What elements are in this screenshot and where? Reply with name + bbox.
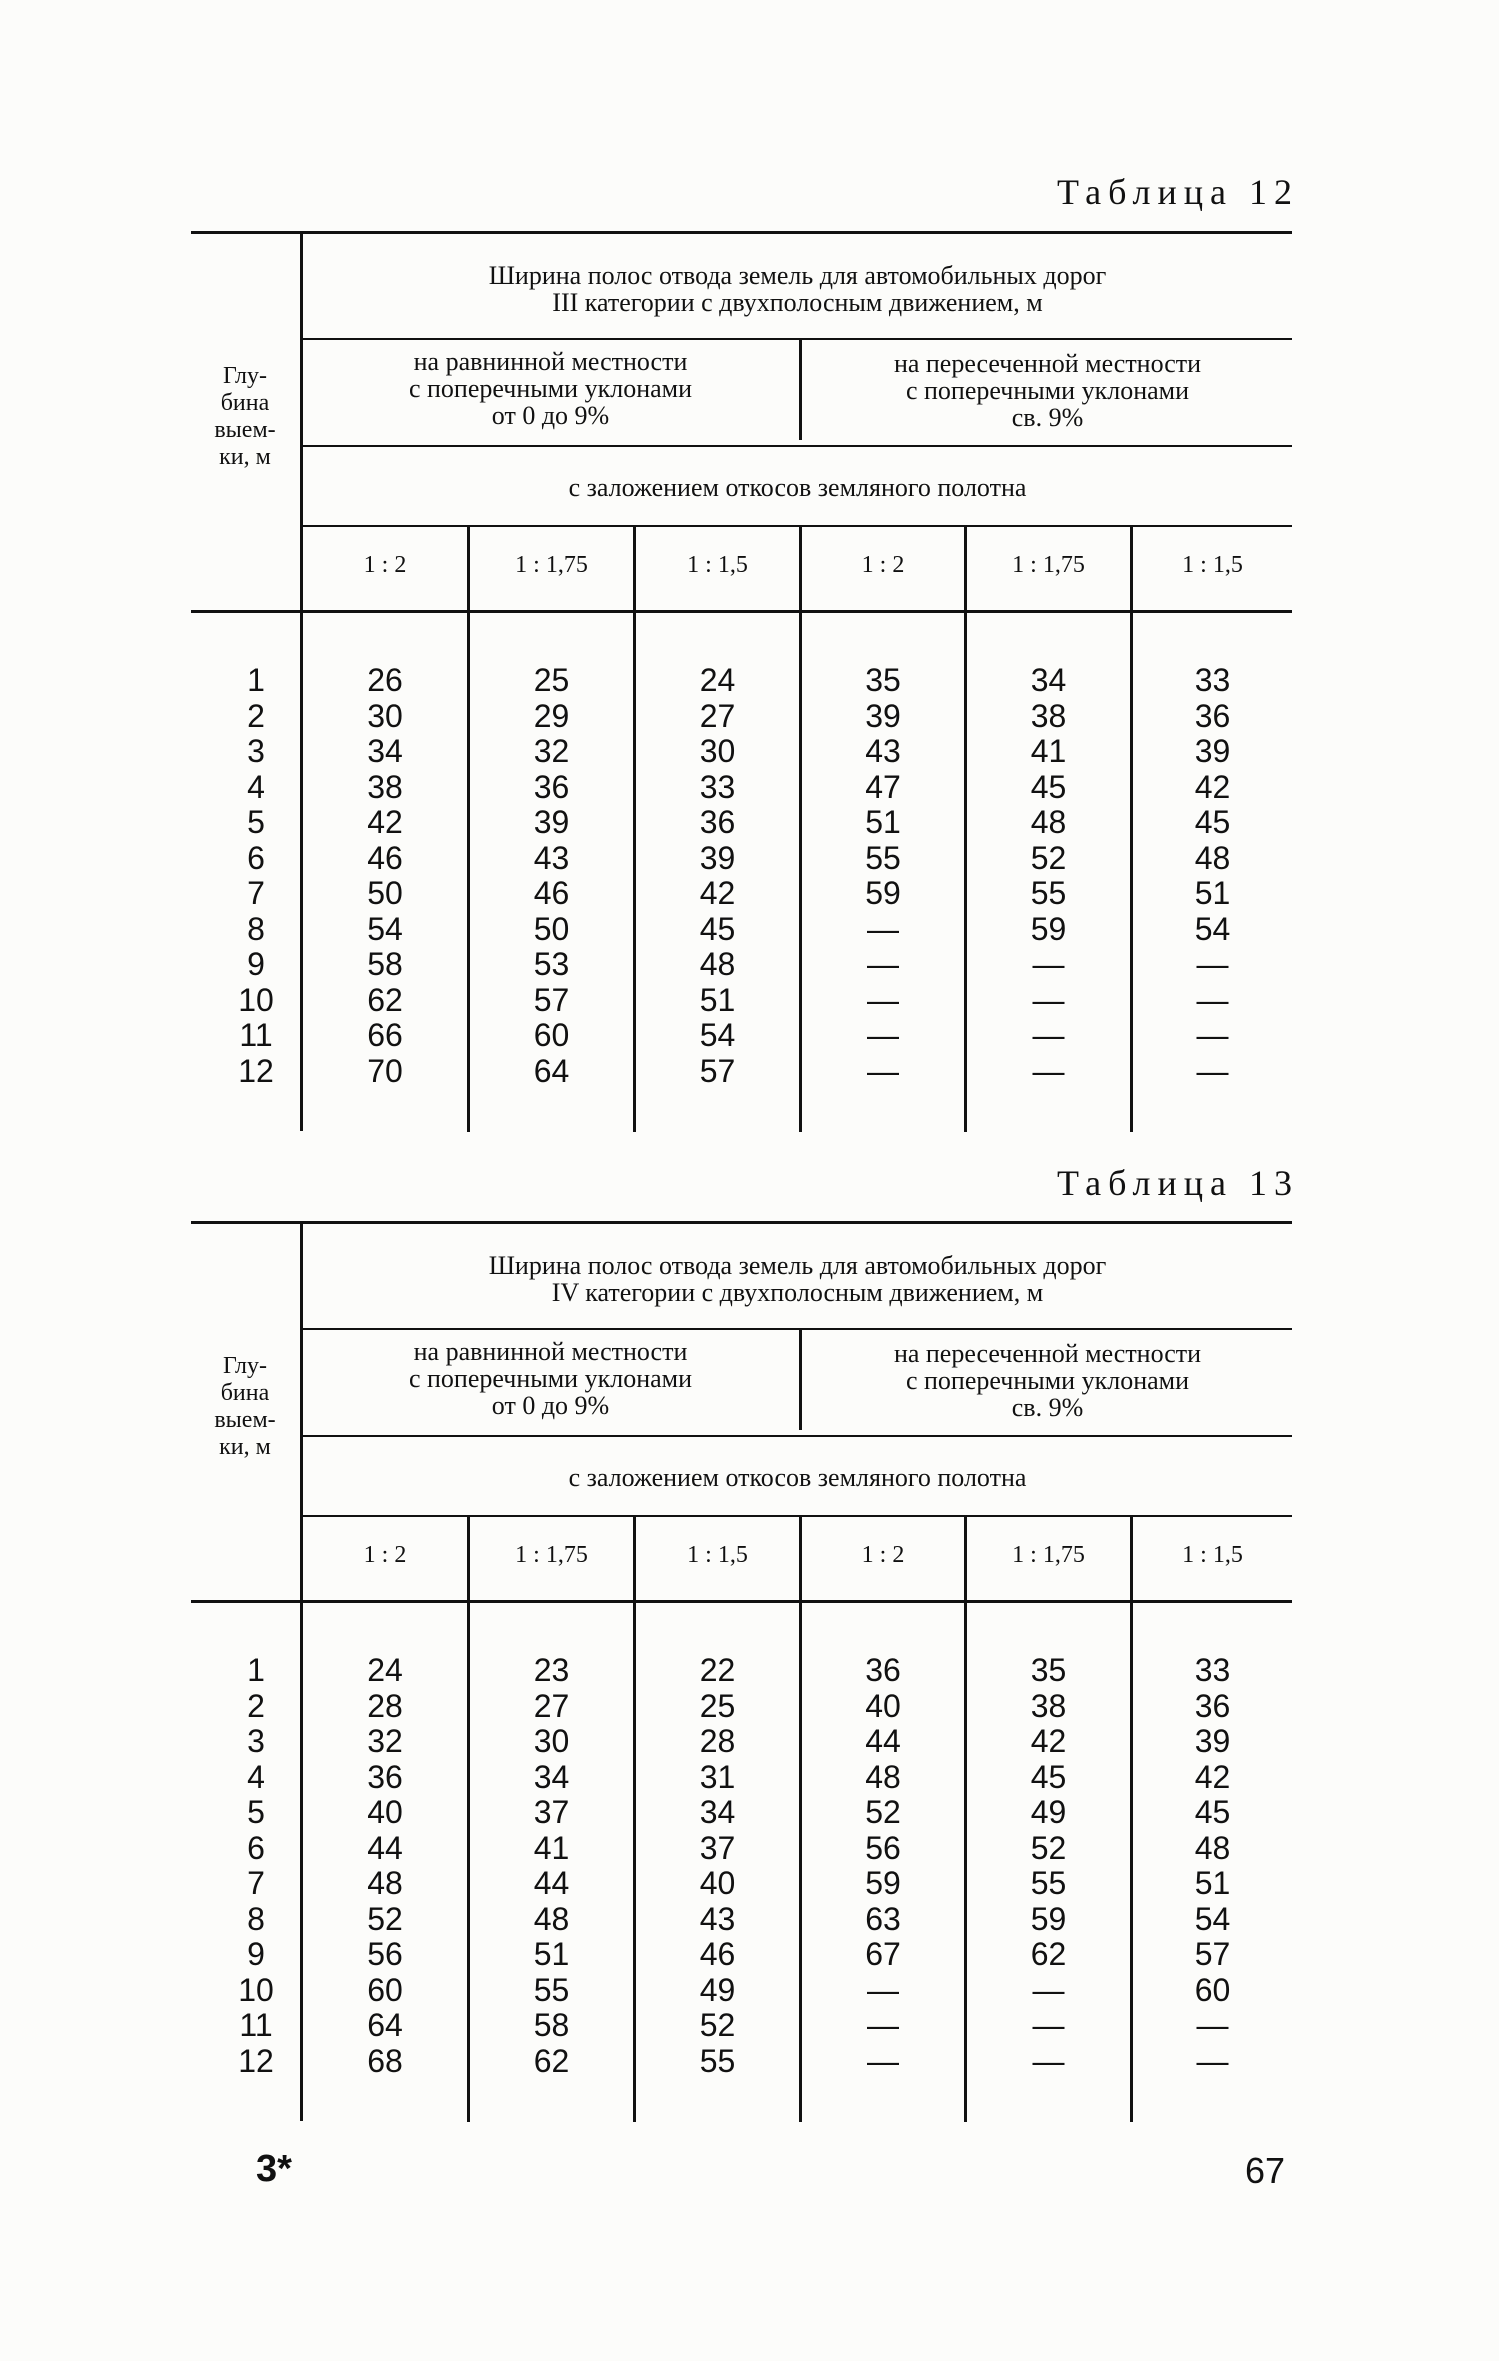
table-cell: 4 bbox=[247, 768, 265, 805]
ratio-header-2: 1 : 1,75 bbox=[515, 1542, 588, 1568]
table-cell: 29 bbox=[533, 697, 570, 734]
table-cell: 42 bbox=[699, 875, 736, 911]
table-cell: 48 bbox=[699, 946, 736, 982]
table-cell: 42 bbox=[1030, 1723, 1067, 1759]
table-cell: — bbox=[867, 2007, 899, 2043]
table-cell: 41 bbox=[1030, 733, 1067, 769]
table-cell: 59 bbox=[1030, 1900, 1067, 1937]
table-cell: 55 bbox=[1030, 875, 1067, 911]
terrain-rule bbox=[303, 445, 1292, 447]
table-cell: 34 bbox=[699, 1794, 736, 1830]
table-cell: 49 bbox=[1030, 1794, 1067, 1830]
table-cell: 41 bbox=[533, 1829, 570, 1866]
table-cell: 27 bbox=[533, 1687, 570, 1724]
table-cell: 44 bbox=[533, 1865, 570, 1901]
table-cell: — bbox=[1032, 1017, 1065, 1053]
table-cell: 57 bbox=[533, 981, 570, 1018]
terrain-flat-header: на равнинной местности с поперечными уклонами от 0 до 9% bbox=[408, 1337, 693, 1420]
table-cell: 3 bbox=[247, 1723, 265, 1759]
table-cell: — bbox=[867, 1971, 899, 2008]
table-cell: 9 bbox=[247, 946, 265, 982]
data-column-5 bbox=[967, 1653, 1130, 2079]
header-rule bbox=[303, 1328, 1292, 1330]
table-cell: 64 bbox=[533, 1052, 570, 1089]
table-cell: 50 bbox=[533, 910, 570, 947]
terrain-rough-header: на пересеченной местности с поперечными уклонами св. 9% bbox=[893, 1339, 1202, 1422]
table-cell: — bbox=[1032, 1052, 1065, 1089]
table-cell: 38 bbox=[1030, 1687, 1067, 1724]
table-cell: 52 bbox=[699, 2007, 736, 2043]
table-cell: — bbox=[867, 946, 899, 982]
data-column-3 bbox=[636, 1653, 799, 2079]
table-cell: 22 bbox=[699, 1652, 736, 1688]
header-rule bbox=[303, 338, 1292, 340]
page-number: 67 bbox=[1245, 2150, 1286, 2191]
table-cell: 24 bbox=[367, 1652, 403, 1688]
table-cell: 39 bbox=[1194, 733, 1231, 769]
table-12-caption: Таблица 12 bbox=[1057, 172, 1299, 212]
table-cell: 55 bbox=[699, 2042, 736, 2079]
table-cell: 28 bbox=[367, 1687, 403, 1724]
table-cell: 37 bbox=[699, 1829, 736, 1866]
table-cell: 62 bbox=[533, 2042, 570, 2079]
table-cell: 24 bbox=[699, 662, 736, 698]
main-header: Ширина полос отвода земель для автомобильных дорог III категории с двухполосным движением, м bbox=[488, 261, 1107, 317]
depth-column bbox=[231, 1653, 281, 2079]
table-cell: 51 bbox=[699, 981, 736, 1018]
table-cell: 45 bbox=[1030, 768, 1067, 805]
table-cell: 51 bbox=[1194, 1865, 1231, 1901]
table-12 bbox=[191, 0, 1292, 1140]
table-cell: 2 bbox=[247, 697, 265, 734]
table-cell: 54 bbox=[699, 1017, 736, 1053]
table-cell: 28 bbox=[699, 1723, 736, 1759]
table-cell: — bbox=[867, 981, 899, 1018]
data-column-2 bbox=[470, 1653, 633, 2079]
table-cell: 49 bbox=[699, 1971, 736, 2008]
table-cell: 52 bbox=[1030, 839, 1067, 876]
terrain-flat-header: на равнинной местности с поперечными уклонами от 0 до 9% bbox=[408, 347, 693, 430]
table-cell: 51 bbox=[533, 1936, 570, 1972]
table-cell: 60 bbox=[1194, 1971, 1231, 2008]
table-cell: 58 bbox=[367, 946, 403, 982]
table-cell: 6 bbox=[247, 839, 265, 876]
table-cell: 54 bbox=[1194, 910, 1231, 947]
table-cell: 58 bbox=[533, 2007, 570, 2043]
table-cell: 23 bbox=[533, 1652, 570, 1688]
side-header: Глу- бина выем- ки, м bbox=[214, 1353, 276, 1460]
table-cell: 3 bbox=[247, 733, 265, 769]
table-cell: 63 bbox=[865, 1900, 901, 1937]
table-cell: 30 bbox=[699, 733, 736, 769]
slope-rule bbox=[303, 1515, 1292, 1517]
table-cell: 36 bbox=[699, 804, 736, 840]
table-cell: 42 bbox=[367, 804, 403, 840]
table-cell: 62 bbox=[367, 981, 403, 1018]
table-cell: 42 bbox=[1194, 768, 1231, 805]
table-cell: 36 bbox=[865, 1652, 901, 1688]
table-cell: — bbox=[1196, 2042, 1229, 2079]
table-cell: 59 bbox=[865, 1865, 901, 1901]
table-cell: 40 bbox=[367, 1794, 403, 1830]
table-cell: 52 bbox=[367, 1900, 403, 1937]
table-cell: 45 bbox=[699, 910, 736, 947]
table-cell: 40 bbox=[865, 1687, 901, 1724]
terrain-divider bbox=[799, 1330, 802, 1430]
table-cell: 34 bbox=[533, 1758, 570, 1795]
table-cell: 59 bbox=[865, 875, 901, 911]
table-cell: 5 bbox=[247, 804, 265, 840]
table-cell: 68 bbox=[367, 2042, 403, 2079]
table-cell: — bbox=[1032, 2042, 1065, 2079]
slope-rule bbox=[303, 525, 1292, 527]
table-cell: 30 bbox=[367, 697, 403, 734]
table-cell: 66 bbox=[367, 1017, 403, 1053]
table-cell: 55 bbox=[533, 1971, 570, 2008]
table-cell: 44 bbox=[865, 1723, 901, 1759]
table-cell: 55 bbox=[1030, 1865, 1067, 1901]
table-cell: 51 bbox=[1194, 875, 1231, 911]
table-cell: 5 bbox=[247, 1794, 265, 1830]
table-cell: 60 bbox=[367, 1971, 403, 2008]
table-cell: 46 bbox=[367, 839, 403, 876]
table-cell: 56 bbox=[865, 1829, 901, 1866]
table-cell: 4 bbox=[247, 1758, 265, 1795]
top-rule bbox=[191, 1221, 1292, 1224]
table-cell: 33 bbox=[1194, 1652, 1231, 1688]
table-cell: 54 bbox=[1194, 1900, 1231, 1937]
table-cell: 10 bbox=[238, 1971, 274, 2008]
table-cell: 7 bbox=[247, 1865, 265, 1901]
top-rule bbox=[191, 231, 1292, 234]
table-cell: 33 bbox=[1194, 662, 1231, 698]
table-cell: — bbox=[1196, 1052, 1229, 1089]
table-cell: 60 bbox=[533, 1017, 570, 1053]
ratio-header-4: 1 : 2 bbox=[861, 552, 905, 578]
table-cell: 35 bbox=[865, 662, 901, 698]
table-cell: 62 bbox=[1030, 1936, 1067, 1972]
ratio-header-6: 1 : 1,5 bbox=[1182, 552, 1243, 578]
table-cell: 48 bbox=[367, 1865, 403, 1901]
table-cell: 40 bbox=[699, 1865, 736, 1901]
table-cell: 42 bbox=[1194, 1758, 1231, 1795]
table-cell: 25 bbox=[699, 1687, 736, 1724]
data-column-4 bbox=[802, 1653, 964, 2079]
terrain-divider bbox=[799, 340, 802, 440]
table-cell: — bbox=[1196, 2007, 1229, 2043]
table-cell: — bbox=[1196, 1017, 1229, 1053]
table-cell: 59 bbox=[1030, 910, 1067, 947]
table-cell: — bbox=[1196, 946, 1229, 982]
table-cell: 26 bbox=[367, 662, 403, 698]
ratio-header-1: 1 : 2 bbox=[363, 1542, 407, 1568]
table-cell: 55 bbox=[865, 839, 901, 876]
table-cell: 54 bbox=[367, 910, 403, 947]
table-cell: 27 bbox=[699, 697, 736, 734]
table-cell: 12 bbox=[238, 2042, 274, 2079]
table-cell: 8 bbox=[247, 910, 265, 947]
table-cell: 45 bbox=[1194, 1794, 1231, 1830]
ratio-header-4: 1 : 2 bbox=[861, 1542, 905, 1568]
table-cell: 45 bbox=[1030, 1758, 1067, 1795]
table-cell: — bbox=[867, 2042, 899, 2079]
table-cell: 44 bbox=[367, 1829, 403, 1866]
data-column-1 bbox=[303, 1653, 467, 2079]
table-cell: 47 bbox=[865, 768, 901, 805]
ratio-header-6: 1 : 1,5 bbox=[1182, 1542, 1243, 1568]
table-cell: — bbox=[867, 1017, 899, 1053]
terrain-rough-header: на пересеченной местности с поперечными уклонами св. 9% bbox=[893, 349, 1202, 432]
table-cell: 6 bbox=[247, 1829, 265, 1866]
table-cell: 48 bbox=[1194, 1829, 1231, 1866]
data-column-6 bbox=[1133, 1653, 1292, 2079]
table-cell: 1 bbox=[247, 662, 265, 698]
table-cell: — bbox=[1032, 981, 1065, 1018]
table-cell: 52 bbox=[865, 1794, 901, 1830]
table-cell: 36 bbox=[1194, 1687, 1231, 1724]
table-cell: 46 bbox=[699, 1936, 736, 1972]
table-cell: 9 bbox=[247, 1936, 265, 1972]
table-cell: 38 bbox=[1030, 697, 1067, 734]
table-cell: 32 bbox=[367, 1723, 403, 1759]
table-cell: 48 bbox=[1194, 839, 1231, 876]
table-cell: 11 bbox=[239, 1017, 273, 1053]
table-cell: 11 bbox=[239, 2007, 273, 2043]
table-cell: 12 bbox=[238, 1052, 274, 1089]
ratio-header-3: 1 : 1,5 bbox=[687, 1542, 748, 1568]
table-cell: 45 bbox=[1194, 804, 1231, 840]
table-cell: 39 bbox=[1194, 1723, 1231, 1759]
table-cell: 48 bbox=[1030, 804, 1067, 840]
table-cell: 2 bbox=[247, 1687, 265, 1724]
slope-header: с заложением откосов земляного полотна bbox=[568, 1463, 1027, 1492]
table-cell: 43 bbox=[865, 733, 901, 769]
table-cell: 34 bbox=[1030, 662, 1067, 698]
table-cell: 36 bbox=[533, 768, 570, 805]
table-cell: 33 bbox=[699, 768, 736, 805]
table-cell: 48 bbox=[533, 1900, 570, 1937]
table-cell: — bbox=[867, 910, 899, 947]
terrain-rule bbox=[303, 1435, 1292, 1437]
side-header: Глу- бина выем- ки, м bbox=[214, 363, 276, 470]
table-13-caption: Таблица 13 bbox=[1057, 1163, 1299, 1203]
main-header: Ширина полос отвода земель для автомобильных дорог IV категории с двухполосным движением, м bbox=[488, 1251, 1107, 1307]
table-cell: 57 bbox=[1194, 1936, 1231, 1972]
table-cell: 31 bbox=[699, 1758, 736, 1795]
table-cell: 39 bbox=[533, 804, 570, 840]
table-cell: 7 bbox=[247, 875, 265, 911]
table-cell: 37 bbox=[533, 1794, 570, 1830]
table-cell: 46 bbox=[533, 875, 570, 911]
ratio-header-1: 1 : 2 bbox=[363, 552, 407, 578]
table-cell: 39 bbox=[865, 697, 901, 734]
table-cell: 1 bbox=[247, 1652, 265, 1688]
table-cell: 57 bbox=[699, 1052, 736, 1089]
table-cell: 50 bbox=[367, 875, 403, 911]
slope-header: с заложением откосов земляного полотна bbox=[568, 473, 1027, 502]
table-cell: — bbox=[1032, 2007, 1065, 2043]
table-cell: 36 bbox=[1194, 697, 1231, 734]
table-cell: 51 bbox=[865, 804, 901, 840]
table-cell: — bbox=[1196, 981, 1229, 1018]
table-cell: 38 bbox=[367, 768, 403, 805]
table-cell: 43 bbox=[699, 1900, 736, 1937]
table-cell: 35 bbox=[1030, 1652, 1067, 1688]
table-cell: — bbox=[1032, 946, 1065, 982]
table-cell: 43 bbox=[533, 839, 570, 876]
ratio-header-5: 1 : 1,75 bbox=[1012, 1542, 1085, 1568]
table-cell: 36 bbox=[367, 1758, 403, 1795]
ratio-header-5: 1 : 1,75 bbox=[1012, 552, 1085, 578]
table-cell: 8 bbox=[247, 1900, 265, 1937]
table-13 bbox=[191, 990, 1292, 2130]
table-cell: 32 bbox=[533, 733, 570, 769]
table-cell: 39 bbox=[699, 839, 736, 876]
table-cell: 70 bbox=[367, 1052, 403, 1089]
table-cell: 64 bbox=[367, 2007, 403, 2043]
body-rule bbox=[191, 610, 1292, 613]
table-cell: 52 bbox=[1030, 1829, 1067, 1866]
table-cell: 48 bbox=[865, 1758, 901, 1795]
table-cell: 67 bbox=[865, 1936, 901, 1972]
table-cell: 25 bbox=[533, 662, 570, 698]
table-cell: 56 bbox=[367, 1936, 403, 1972]
body-rule bbox=[191, 1600, 1292, 1603]
ratio-header-2: 1 : 1,75 bbox=[515, 552, 588, 578]
signature-mark: 3* bbox=[256, 2148, 292, 2190]
table-cell: — bbox=[1032, 1971, 1065, 2008]
table-cell: 30 bbox=[533, 1723, 570, 1759]
table-cell: 10 bbox=[238, 981, 274, 1018]
table-cell: 53 bbox=[533, 946, 570, 982]
table-cell: 34 bbox=[367, 733, 403, 769]
table-cell: — bbox=[867, 1052, 899, 1089]
ratio-header-3: 1 : 1,5 bbox=[687, 552, 748, 578]
